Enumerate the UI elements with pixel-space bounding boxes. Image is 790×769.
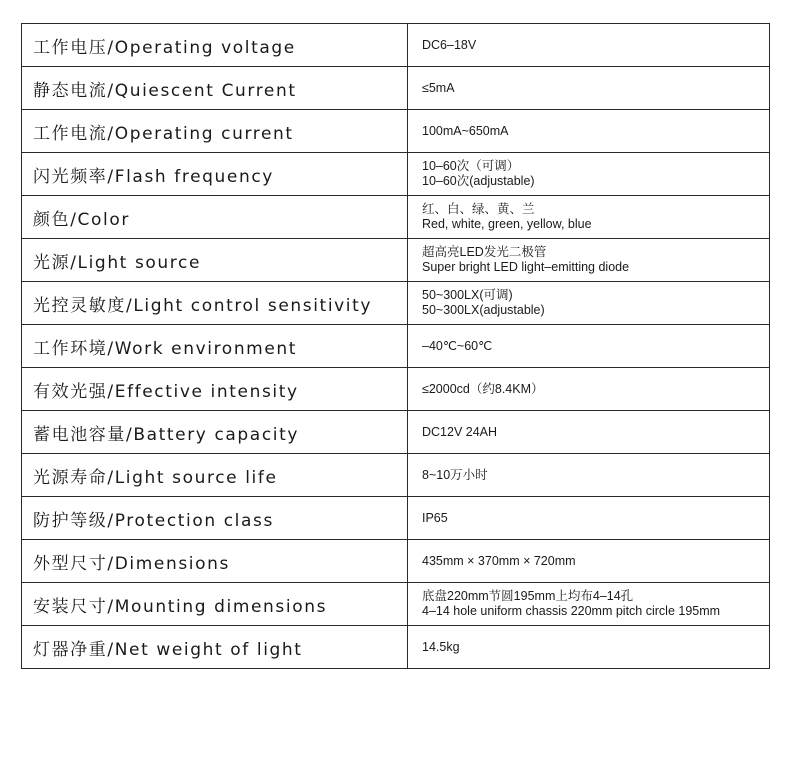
spec-label: 光源寿命/Light source life	[22, 454, 408, 497]
spec-value-line: 超高亮LED发光二极管	[422, 245, 547, 259]
spec-label: 闪光频率/Flash frequency	[22, 153, 408, 196]
spec-value-line: 8~10万小时	[422, 467, 488, 482]
spec-value	[408, 497, 770, 540]
spec-row	[22, 540, 770, 583]
spec-value-line: 50~300LX(可调)	[422, 288, 513, 302]
spec-label: 工作环境/Work environment	[22, 325, 408, 368]
spec-value-line: DC12V 24AH	[422, 424, 498, 439]
spec-value-line: 4–14 hole uniform chassis 220mm pitch circle 195mm	[422, 604, 721, 618]
spec-table	[21, 23, 770, 669]
spec-row	[22, 110, 770, 153]
spec-row	[22, 153, 770, 196]
spec-value-line: 50~300LX(adjustable)	[422, 303, 545, 317]
spec-value	[408, 626, 770, 669]
spec-value-line: 100mA~650mA	[422, 123, 509, 138]
spec-label: 防护等级/Protection class	[22, 497, 408, 540]
spec-label: 蓄电池容量/Battery capacity	[22, 411, 408, 454]
spec-label: 颜色/Color	[22, 196, 408, 239]
spec-label: 安装尺寸/Mounting dimensions	[22, 583, 408, 626]
spec-value	[408, 540, 770, 583]
spec-label: 外型尺寸/Dimensions	[22, 540, 408, 583]
spec-row	[22, 454, 770, 497]
spec-value-line: Super bright LED light–emitting diode	[422, 260, 630, 274]
spec-row	[22, 368, 770, 411]
spec-row	[22, 239, 770, 282]
spec-label: 光控灵敏度/Light control sensitivity	[22, 282, 408, 325]
spec-value-line: –40℃~60℃	[422, 338, 493, 353]
spec-value-line: ≤5mA	[422, 80, 455, 95]
spec-label: 工作电压/Operating voltage	[22, 24, 408, 67]
spec-label: 光源/Light source	[22, 239, 408, 282]
spec-row	[22, 196, 770, 239]
spec-value	[408, 153, 770, 196]
spec-value-line: DC6–18V	[422, 37, 477, 52]
spec-value	[408, 411, 770, 454]
spec-value-line: Red, white, green, yellow, blue	[422, 217, 592, 231]
spec-row	[22, 282, 770, 325]
spec-value	[408, 368, 770, 411]
spec-value	[408, 239, 770, 282]
spec-value	[408, 325, 770, 368]
spec-label: 有效光强/Effective intensity	[22, 368, 408, 411]
spec-row	[22, 67, 770, 110]
spec-value-line: 10–60次（可调）	[422, 159, 520, 173]
spec-label: 工作电流/Operating current	[22, 110, 408, 153]
spec-value-line: 10–60次(adjustable)	[422, 174, 535, 188]
spec-row	[22, 497, 770, 540]
spec-label: 灯器净重/Net weight of light	[22, 626, 408, 669]
spec-value	[408, 110, 770, 153]
spec-value-line: ≤2000cd（约8.4KM）	[422, 381, 544, 396]
spec-value	[408, 196, 770, 239]
spec-label: 静态电流/Quiescent Current	[22, 67, 408, 110]
spec-table-body	[22, 24, 770, 669]
spec-value	[408, 282, 770, 325]
spec-value-line: IP65	[422, 510, 448, 525]
spec-row	[22, 411, 770, 454]
spec-value	[408, 24, 770, 67]
spec-value-line: 底盘220mm节圆195mm上均布4–14孔	[422, 589, 634, 603]
spec-value	[408, 67, 770, 110]
spec-value-line: 14.5kg	[422, 639, 460, 654]
spec-value-line: 435mm × 370mm × 720mm	[422, 553, 576, 568]
spec-row	[22, 325, 770, 368]
spec-row	[22, 24, 770, 67]
spec-value	[408, 454, 770, 497]
spec-value	[408, 583, 770, 626]
spec-row	[22, 583, 770, 626]
spec-value-line: 红、白、绿、黄、兰	[422, 202, 535, 216]
spec-row	[22, 626, 770, 669]
